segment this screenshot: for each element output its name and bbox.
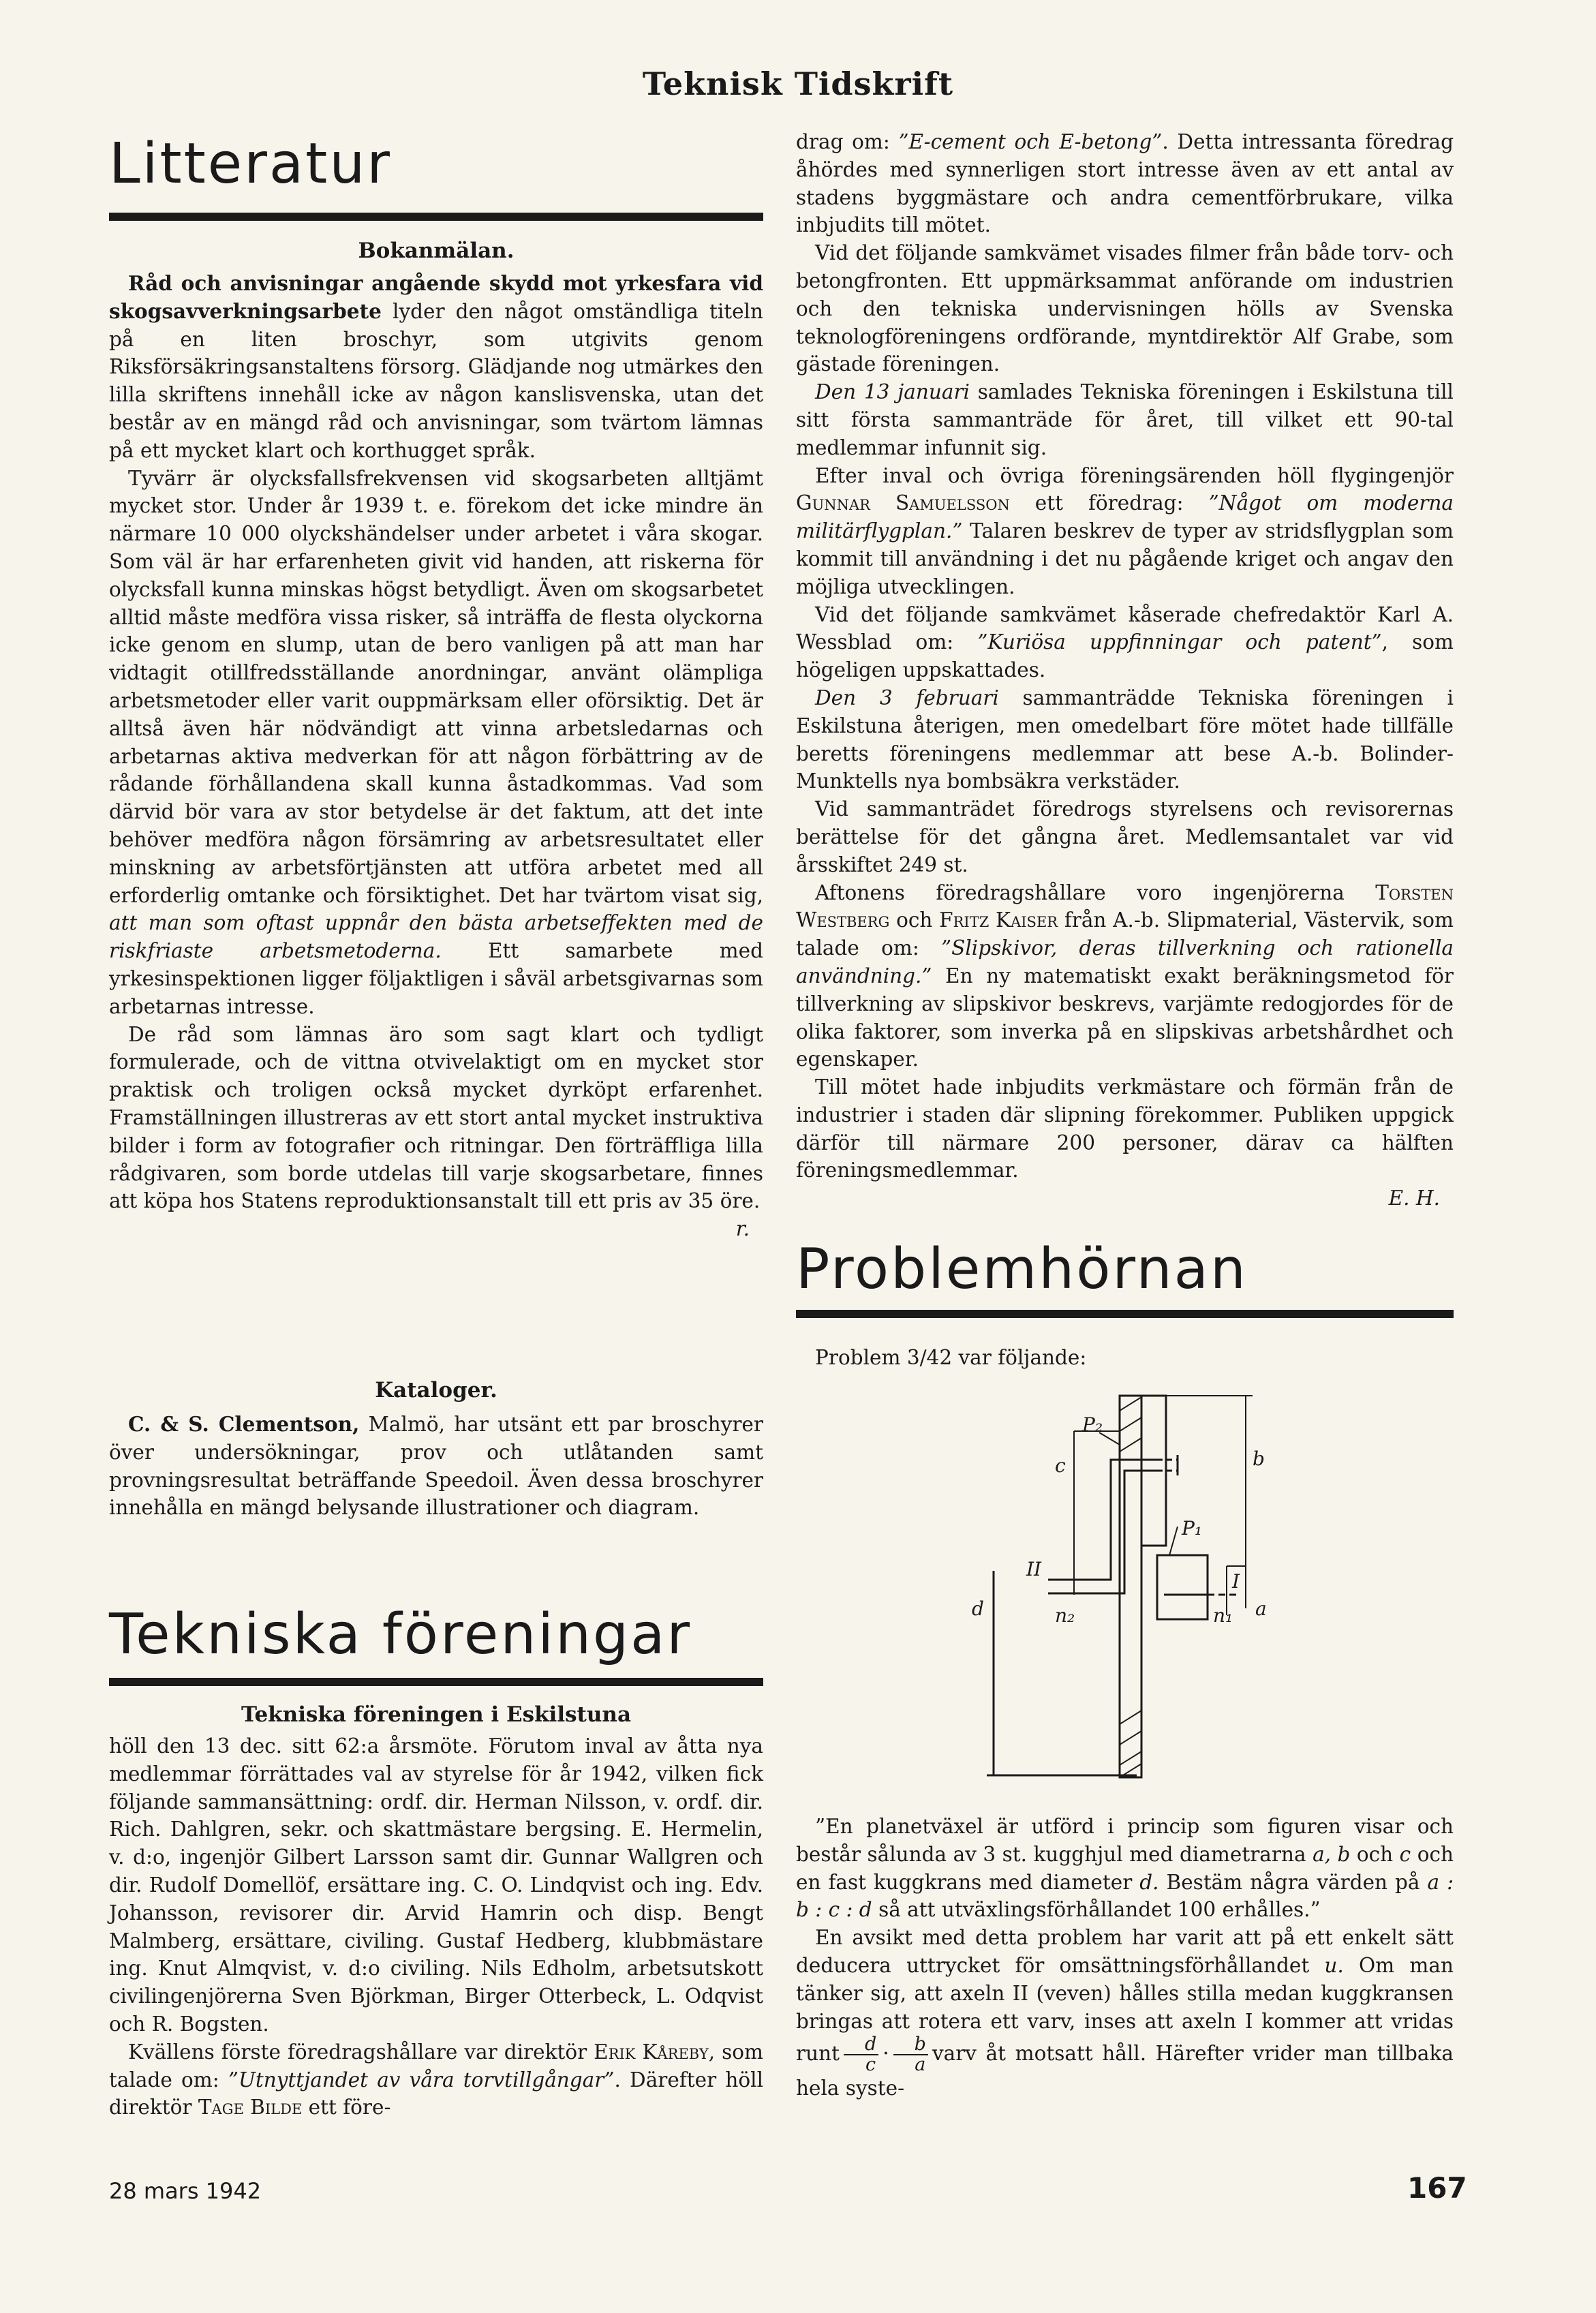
text-span: samlades Tekniska föreningen i Eskilstuna till sitt första sammanträde för året, till vilket ett 90-tal medlemmar infunnit sig.: [796, 380, 1454, 459]
lecture-title: ”Något om moderna militärflygplan.”: [796, 491, 1454, 543]
page-number: 167: [1407, 2171, 1467, 2205]
foreningar-paragraph: [796, 879, 1454, 1074]
review-paragraph: [109, 465, 763, 1021]
text-span: Vid det följande samkvämet kåserade chefredaktör Karl A. Wessblad om:: [796, 602, 1454, 654]
gear-a-hub: [1157, 1555, 1208, 1619]
text-span: ”En planetväxel är utförd i princip som figuren visar och består sålunda av 3 st. kugghjul med diametrarna: [796, 1815, 1454, 1866]
text-span: Efter inval och övriga föreningsärenden höll flygingenjör: [815, 463, 1454, 487]
review-paragraph: [109, 270, 763, 465]
left-column: [109, 0, 763, 2313]
kataloger-heading: Kataloger.: [375, 1378, 497, 1403]
review-p2-text-end: Ett samarbete med yrkesinspektionen ligger följaktligen i såväl arbetsgivarnas som arbetarnas intresse.: [109, 939, 763, 1018]
text-span: Aftonens föredragshållare voro ingenjörerna: [815, 880, 1376, 904]
text-span: , som talade om:: [109, 2040, 763, 2092]
section-rule: [796, 1310, 1454, 1318]
text-span: ett föredrag:: [1009, 491, 1209, 515]
text-span: sammanträdde Tekniska föreningen i Eskilstuna återigen, men omedelbart före mötet hade tillfälle beretts föreningens medlemmar att bese A.-b. Bolinder-Munktells nya bombsäkra verkstäder.: [796, 686, 1454, 793]
foreningar-paragraph: Till mötet hade inbjudits verkmästare och förmän från de industrier i staden där slipning förekommer. Publiken uppgick därför till närmare 200 personer, därav ca hälften föreningsmedlemmar.: [796, 1075, 1454, 1182]
foreningar-text-left: [109, 1732, 763, 2121]
section-title-litteratur: Litteratur: [109, 132, 393, 196]
foreningar-paragraph: Vid sammanträdet föredrogs styrelsens och revisorernas berättelse för det gångna året. Medlemsantalet var vid årsskiftet 249 st.: [796, 797, 1454, 876]
review-signature: r.: [735, 1217, 750, 1241]
text-span: Om man tänker sig, att axeln II (veven) hålles stilla medan kuggkransen bringas att rotera ett varv, inses att axeln I kommer att vridas runt: [796, 1953, 1454, 2066]
review-text: [109, 270, 763, 1243]
problem-paragraph: [796, 1924, 1454, 2102]
foreningar-paragraph: [796, 462, 1454, 601]
label-II: II: [1026, 1558, 1042, 1580]
text-span: så att utväxlingsförhållandet 100 erhålles.”: [872, 1898, 1321, 1922]
label-I: I: [1232, 1570, 1240, 1593]
lecture-title: ”Kuriösa uppfinningar och patent”: [977, 630, 1382, 654]
text-span: och: [1350, 1842, 1400, 1866]
problem-intro: [796, 1344, 1454, 1372]
kataloger-body: Malmö, har utsänt ett par broschyrer över undersökningar, prov och utlåtanden samt provningsresultat beträffande Speedoil. Även dessa broschyrer innehålla en mängd belysande illustrationer och diagram.: [109, 1413, 763, 1520]
text-span: varv åt motsatt håll. Härefter vrider man tillbaka hela syste-: [796, 2042, 1454, 2100]
foreningar-paragraph: [796, 128, 1454, 239]
text-span: Talaren beskrev de typer av stridsflygplan som kommit till användning i det nu pågående kriget och angav den möjliga utvecklingen.: [796, 519, 1454, 598]
section-title-problemhornan: Problemhörnan: [796, 1237, 1248, 1302]
problem-paragraph: [796, 1813, 1454, 1924]
foreningar-text-right: [796, 128, 1454, 1212]
text-span: . Därefter höll direktör: [109, 2068, 764, 2119]
text-span: En ny matematiskt exakt beräkningsmetod för tillverkning av slipskivor beskrevs, varjämte redogjordes för de olika faktorer, som inverka på en slipskivas arbetshårdhet och egenskaper.: [796, 964, 1454, 1071]
planetary-gear-figure: [953, 1390, 1280, 1786]
variable: u.: [1324, 1953, 1344, 1977]
text-span: Kvällens förste föredragshållare var direktör: [128, 2040, 594, 2064]
bokanmalan-heading: Bokanmälan.: [358, 239, 515, 263]
section-rule: [109, 1678, 763, 1686]
text-span: , som högeligen uppskattades.: [796, 630, 1454, 682]
text-span: En avsikt med detta problem har varit att på ett enkelt sätt deducera uttrycket för omsättningsförhållandet: [796, 1926, 1454, 1977]
foreningar-paragraph: Vid det följande samkvämet visades filmer från både torv- och betongfronten. Ett uppmärksammat anförande om industrien och den tekniska undervisningen hölls av Svenska teknologföreningens ordförande, myntdirektör Alf Grabe, som gästade föreningen.: [796, 241, 1454, 376]
foreningar-paragraph: [796, 684, 1454, 795]
review-title: Råd och anvisningar angående skydd mot yrkesfara vid skogsavverkningsarbete: [109, 271, 763, 323]
numerator: b: [893, 2035, 928, 2055]
person-name: Fritz Kaiser: [939, 908, 1058, 932]
person-name: Tage Bilde: [198, 2096, 303, 2119]
label-a: a: [1255, 1597, 1267, 1620]
variable: d.: [1139, 1870, 1159, 1894]
foreningar-paragraph: [796, 378, 1454, 461]
label-n2: n₂: [1055, 1604, 1075, 1627]
text-span: . Detta intressanta föredrag åhördes med synnerligen stort intresse även av ett antal av stadens byggmästare och andra cementförbrukare, vilka inbjudits till mötet.: [796, 130, 1454, 237]
kataloger-text: [109, 1411, 763, 1522]
variable: a, b: [1313, 1842, 1351, 1866]
lecture-title: ”Utnyttjandet av våra torvtillgångar”: [228, 2068, 615, 2092]
footer-date: 28 mars 1942: [109, 2178, 262, 2204]
right-column: [796, 0, 1454, 2313]
review-p1-text: lyder den något omständliga titeln på en liten broschyr, som utgivits genom Riksförsäkringsanstaltens försorg. Glädjande nog utmärkes den lilla skriftens innehåll icke av någon kanslisvenska, utan det består av en mängd råd och anvisningar, som tvärtom lämnas på ett mycket klart och korthugget språk.: [109, 299, 763, 462]
text-span: Bestäm några värden på: [1158, 1870, 1428, 1894]
person-name: Gunnar Samuelsson: [796, 491, 1010, 515]
foreningar-subheading: Tekniska föreningen i Eskilstuna: [241, 1702, 632, 1727]
denominator: a: [915, 2054, 926, 2076]
multiply-dot: ·: [883, 2042, 889, 2066]
fraction-b-over-a: [893, 2035, 928, 2074]
label-d: d: [972, 1597, 984, 1620]
kataloger-paragraph: [109, 1411, 763, 1522]
lecture-title: ”Slipskivor, deras tillverkning och rationella användning.”: [796, 936, 1454, 987]
text-span: ett före-: [302, 2096, 391, 2119]
foreningar-paragraph: höll den 13 dec. sitt 62:a årsmöte. Förutom inval av åtta nya medlemmar förrättades val av styrelse för år 1942, vilken fick följande sammansättning: ordf. dir. Herman Nilsson, v. ordf. dir. Rich. Dahlgren, sekr. och skattmästare bergsing. E. Hermelin, v. d:o, ingenjör Gilbert Larsson samt dir. Gunnar Wallgren och dir. Rudolf Domellöf, ersättare ing. C. O. Lindqvist och ing. Edv. Johansson, revisorer dir. Arvid Hamrin och disp. Bengt Malmberg, ersättare, civiling. Gustaf Hedberg, klubbmästare ing. Knut Almqvist, v. d:o civiling. Nils Edholm, arbetsutskott civilingenjörerna Sven Björkman, Birger Otterbeck, L. Odqvist och R. Bogsten.: [109, 1734, 763, 2036]
label-b: b: [1253, 1447, 1265, 1470]
section-rule: [109, 213, 763, 221]
fraction-d-over-c: [844, 2035, 878, 2074]
person-name: Erik Kåreby: [594, 2040, 709, 2064]
label-P1: P₁: [1182, 1517, 1203, 1540]
text-span: drag om:: [796, 130, 899, 153]
meeting-date: Den 3 februari: [815, 686, 999, 709]
ring-gear-wall: [1120, 1396, 1141, 1777]
meeting-date: Den 13 januari: [815, 380, 970, 404]
foreningar-paragraph: [796, 601, 1454, 684]
numerator: d: [844, 2035, 878, 2055]
text-span: från A.-b. Slipmaterial, Västervik, som talade om:: [796, 908, 1454, 960]
text-span: och en fast kuggkrans med diameter: [796, 1842, 1454, 1894]
variable: c: [1399, 1842, 1411, 1866]
label-c: c: [1055, 1454, 1066, 1477]
lecture-title: ”E-cement och E-betong”: [898, 130, 1163, 153]
denominator: c: [865, 2054, 876, 2076]
foreningar-paragraph: [109, 2038, 763, 2121]
review-paragraph: De råd som lämnas äro som sagt klart och tydligt formulerade, och de vittna otvivelaktigt om en mycket stor praktisk och troligen också mycket dyrköpt erfarenhet. Framställningen illustreras av ett stort antal mycket instruktiva bilder i form av fotografier och ritningar. Den förträffliga lilla rådgivaren, som borde utdelas till varje skogsarbetare, finnes att köpa hos Statens reproduktionsanstalt till ett pris av 35 öre.: [109, 1022, 763, 1213]
section-title-foreningar: Tekniska föreningar: [109, 1602, 692, 1667]
review-p2-emphasis: att man som oftast uppnår den bästa arbetseffekten med de riskfriaste arbetsmetoderna.: [109, 911, 763, 963]
person-name: Torsten Westberg: [796, 880, 1454, 932]
label-n1: n₁: [1213, 1604, 1233, 1627]
kataloger-company: C. & S. Clementson,: [128, 1412, 360, 1436]
problem-text: [796, 1813, 1454, 2102]
journal-header: Teknisk Tidskrift: [642, 65, 954, 102]
foreningar-signature: E. H.: [1388, 1186, 1440, 1210]
review-p2-text: Tyvärr är olycksfallsfrekvensen vid skogsarbeten alltjämt mycket stor. Under år 1939 t. e. förekom det icke mindre än närmare 10 000 olyckshändelser under arbetet i våra skogar. Som väl är har erfarenheten givit vid handen, att riskerna för olycksfall kunna minskas högst betydligt. Även om skogsarbetet alltid måste medföra vissa risker, så inträffa de flesta olyckorna icke genom en slump, utan de bero vanligen på att man har vidtagit otillfredsställande anordningar, använt olämpliga arbetsmetoder eller varit ouppmärksam eller oförsiktig. Det är alltså även här nödvändigt att vinna arbetsledarnas och arbetarnas aktiva medverkan för att någon förbättring av de rådande förhållandena skall kunna åstadkommas. Vad som därvid bör vara av stor betydelse är det faktum, att det inte behöver medföra någon försämring av arbetsresultatet eller minskning av arbetsförtjänsten att utföra arbetet med all erforderlig omtanke och försiktighet. Det har tvärtom visat sig,: [109, 466, 763, 907]
ratio: a : b : c : d: [796, 1870, 1454, 1922]
problem-intro-text: Problem 3/42 var följande:: [815, 1346, 1087, 1369]
label-P2: P₂: [1082, 1413, 1103, 1436]
text-span: och: [889, 908, 940, 932]
